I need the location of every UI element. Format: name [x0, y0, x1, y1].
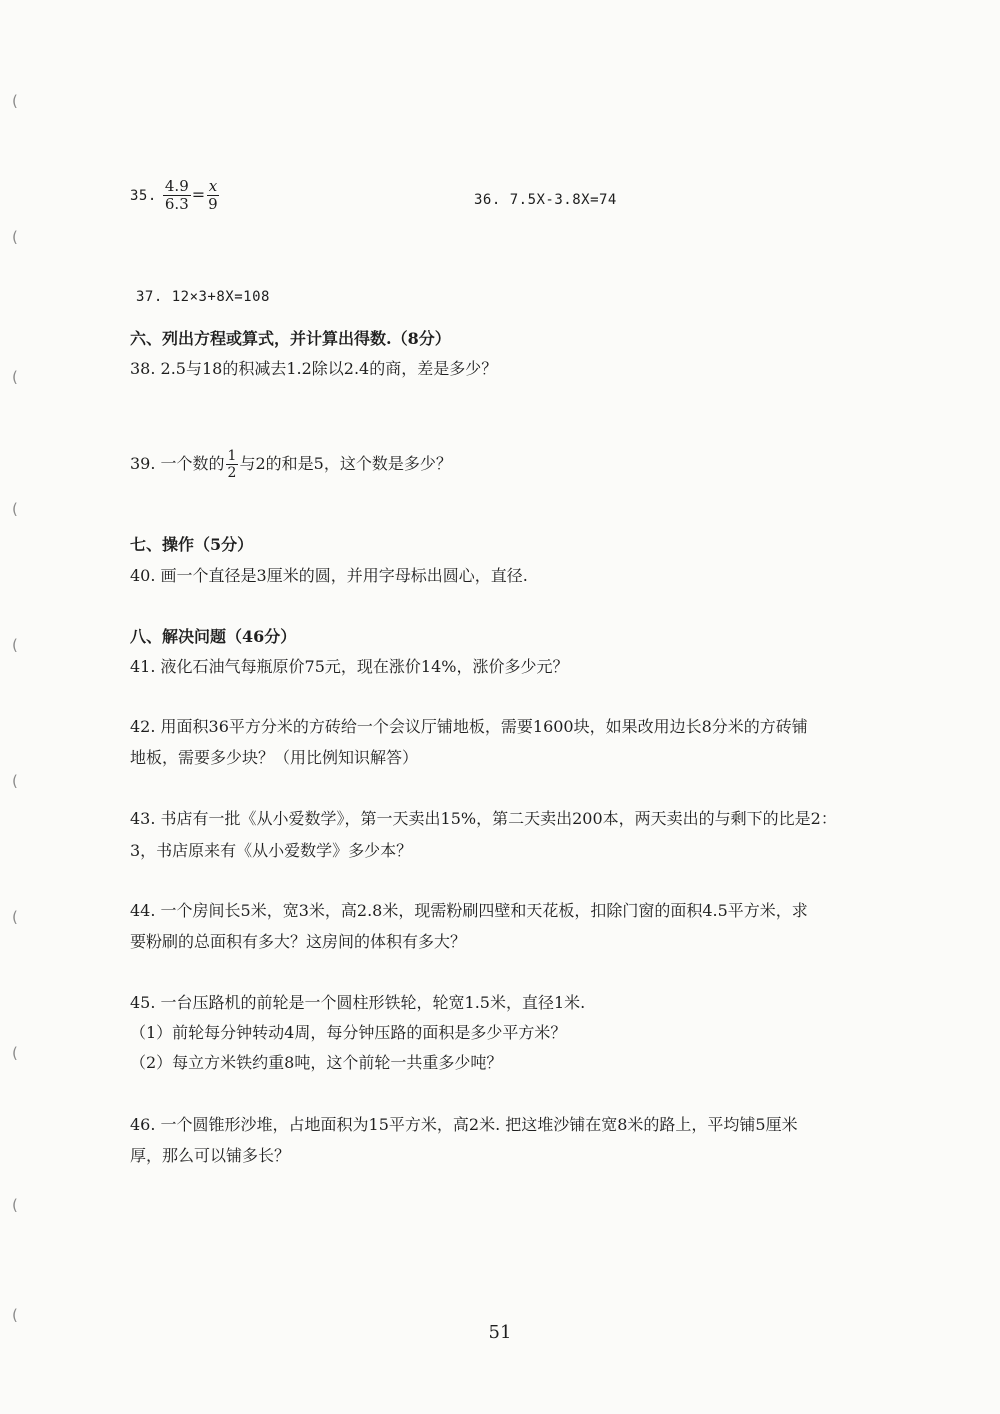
problem-36: 36. 7.5X-3.8X=74 [474, 192, 617, 208]
section-6-heading: 六、列出方程或算式，并计算出得数.（8分） [130, 329, 451, 348]
question-41: 41. 液化石油气每瓶原价75元，现在涨价14%，涨价多少元？ [130, 657, 569, 676]
binder-mark: ( [12, 1044, 18, 1062]
question-46-line-1: 46. 一个圆锥形沙堆，占地面积为15平方米，高2米. 把这堆沙铺在宽8米的路上，平均铺5厘米 [130, 1115, 798, 1134]
binder-mark: ( [12, 368, 18, 386]
question-39: 39. 一个数的 $\frac{1}{2}$ 与2的和是5，这个数是多少？ [130, 448, 452, 481]
question-42-line-2: 地板，需要多少块？（用比例知识解答） [130, 748, 419, 767]
question-44-line-2: 要粉刷的总面积有多大？这房间的体积有多大？ [130, 932, 467, 951]
question-38: 38. 2.5与18的积减去1.2除以2.4的商，差是多少？ [130, 359, 498, 378]
question-45-sub-2: （2）每立方米铁约重8吨，这个前轮一共重多少吨？ [130, 1053, 503, 1072]
question-42-line-1: 42. 用面积36平方分米的方砖给一个会议厅铺地板，需要1600块，如果改用边长8分米的方砖铺 [130, 717, 808, 736]
problem-35 [130, 178, 221, 213]
fraction-rhs: $\frac{x}{9}$ [208, 177, 218, 213]
section-8-heading: 八、解决问题（46分） [130, 627, 297, 646]
question-45-line-1: 45. 一台压路机的前轮是一个圆柱形铁轮，轮宽1.5米，直径1米. [130, 993, 586, 1012]
fraction-lhs: $\frac{4.9}{6.3}$ [164, 177, 189, 213]
binder-mark: ( [12, 92, 18, 110]
binder-mark: ( [12, 772, 18, 790]
question-43-line-2: 3，书店原来有《从小爱数学》多少本？ [130, 841, 413, 860]
page-number: 51 [488, 1322, 512, 1343]
question-40: 40. 画一个直径是3厘米的圆，并用字母标出圆心，直径. [130, 566, 528, 585]
binder-mark: ( [12, 636, 18, 654]
question-45-sub-1: （1）前轮每分钟转动4周，每分钟压路的面积是多少平方米？ [130, 1023, 567, 1042]
problem-number: 35. [130, 188, 157, 204]
question-43-line-1: 43. 书店有一批《从小爱数学》，第一天卖出15%，第二天卖出200本，两天卖出的与剩下的比是2： [130, 809, 837, 828]
question-44-line-1: 44. 一个房间长5米，宽3米，高2.8米，现需粉刷四壁和天花板，扣除门窗的面积4.5平方米，求 [130, 901, 808, 920]
fraction-half: $\frac{1}{2}$ [227, 448, 237, 481]
binder-mark: ( [12, 908, 18, 926]
problem-37: 37. 12×3+8X=108 [136, 289, 270, 305]
question-46-line-2: 厚，那么可以铺多长？ [130, 1146, 291, 1165]
section-7-heading: 七、操作（5分） [130, 535, 254, 554]
binder-mark: ( [12, 1196, 18, 1214]
binder-mark: ( [12, 228, 18, 246]
equals-sign: = [191, 185, 206, 204]
binder-mark: ( [12, 1306, 18, 1324]
binder-mark: ( [12, 500, 18, 518]
